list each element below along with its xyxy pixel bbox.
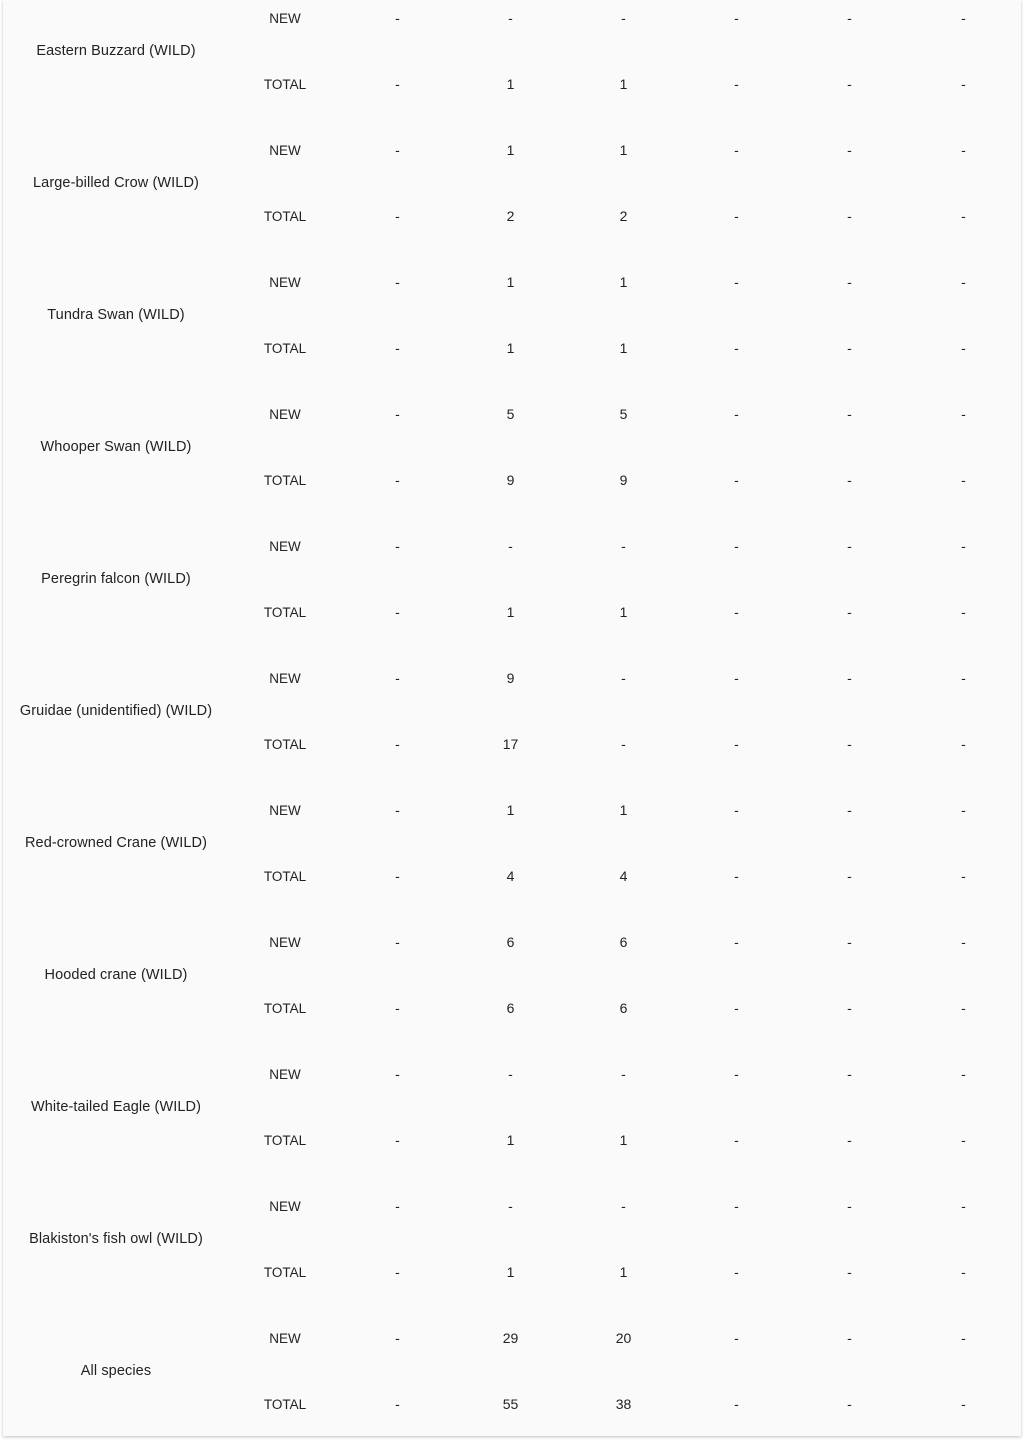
new-count-cell: - [847, 274, 852, 290]
total-label: TOTAL [263, 208, 307, 224]
new-count-cell: - [395, 142, 400, 158]
total-count-cell: - [961, 1000, 966, 1016]
total-count-cell: - [734, 76, 739, 92]
new-count-cell: - [621, 1066, 626, 1082]
total-count-cell: 6 [619, 1000, 628, 1016]
total-count-cell: - [395, 208, 400, 224]
new-count-cell: - [847, 406, 852, 422]
new-count-cell: 1 [619, 142, 628, 158]
total-count-cell: - [621, 736, 626, 752]
species-name: Whooper Swan (WILD) [40, 439, 192, 455]
new-count-cell: - [734, 10, 739, 26]
total-count-cell: 4 [506, 868, 515, 884]
total-count-cell: - [395, 1000, 400, 1016]
total-count-cell: 2 [619, 208, 628, 224]
new-count-cell: - [734, 670, 739, 686]
total-count-cell: - [847, 604, 852, 620]
new-count-cell: - [847, 1330, 852, 1346]
new-count-cell: - [395, 406, 400, 422]
new-label: NEW [269, 10, 301, 26]
total-count-cell: - [847, 736, 852, 752]
new-count-cell: - [395, 934, 400, 950]
total-count-cell: - [961, 472, 966, 488]
total-label: TOTAL [263, 604, 307, 620]
total-count-cell: - [395, 76, 400, 92]
new-count-cell: 1 [619, 802, 628, 818]
total-count-cell: - [961, 76, 966, 92]
total-count-cell: - [961, 340, 966, 356]
new-count-cell: - [734, 406, 739, 422]
new-count-cell: - [734, 1330, 739, 1346]
new-count-cell: - [961, 1198, 966, 1214]
total-label: TOTAL [263, 1264, 307, 1280]
total-count-cell: - [734, 1264, 739, 1280]
total-count-cell: - [847, 1396, 852, 1412]
total-count-cell: - [395, 604, 400, 620]
total-count-cell: 1 [506, 1132, 515, 1148]
new-count-cell: - [621, 1198, 626, 1214]
total-count-cell: - [847, 868, 852, 884]
new-label: NEW [269, 1198, 301, 1214]
table-row-tundra-swan-wild-new [3, 249, 1021, 315]
new-count-cell: - [961, 1066, 966, 1082]
new-label: NEW [269, 406, 301, 422]
total-label: TOTAL [263, 340, 307, 356]
new-count-cell: - [847, 1198, 852, 1214]
new-count-cell: 1 [506, 802, 515, 818]
total-count-cell: 2 [506, 208, 515, 224]
total-count-cell: - [395, 736, 400, 752]
new-count-cell: - [847, 670, 852, 686]
new-count-cell: - [395, 802, 400, 818]
new-count-cell: - [847, 538, 852, 554]
new-label: NEW [269, 274, 301, 290]
new-count-cell: - [847, 142, 852, 158]
new-count-cell: - [734, 1198, 739, 1214]
new-count-cell: - [508, 10, 513, 26]
total-label: TOTAL [263, 472, 307, 488]
table-row-hooded-crane-wild-new [3, 909, 1021, 975]
table-row-gruidae-unidentified-wild-new [3, 645, 1021, 711]
table-row-whooper-swan-wild-new [3, 381, 1021, 447]
total-count-cell: - [961, 868, 966, 884]
table-row-red-crowned-crane-wild-new [3, 777, 1021, 843]
new-label: NEW [269, 934, 301, 950]
table-row-large-billed-crow-wild-new [3, 117, 1021, 183]
species-name: White-tailed Eagle (WILD) [30, 1099, 202, 1115]
new-count-cell: - [508, 1066, 513, 1082]
new-count-cell: - [734, 538, 739, 554]
new-count-cell: - [734, 934, 739, 950]
new-label: NEW [269, 1066, 301, 1082]
new-count-cell: - [961, 670, 966, 686]
new-count-cell: - [961, 538, 966, 554]
new-count-cell: 5 [619, 406, 628, 422]
new-count-cell: - [961, 274, 966, 290]
total-count-cell: - [734, 736, 739, 752]
table-body [3, 0, 1021, 1437]
new-count-cell: - [395, 538, 400, 554]
new-count-cell: - [734, 802, 739, 818]
new-count-cell: 1 [506, 274, 515, 290]
total-count-cell: - [847, 472, 852, 488]
total-count-cell: 38 [615, 1396, 632, 1412]
new-count-cell: 6 [619, 934, 628, 950]
total-count-cell: 17 [502, 736, 519, 752]
species-name: Gruidae (unidentified) (WILD) [19, 703, 213, 719]
new-count-cell: - [961, 142, 966, 158]
total-count-cell: 9 [506, 472, 515, 488]
total-label: TOTAL [263, 1396, 307, 1412]
new-count-cell: - [847, 934, 852, 950]
table-row-eastern-buzzard-wild-new [3, 0, 1021, 51]
species-name: Red-crowned Crane (WILD) [24, 835, 208, 851]
total-count-cell: - [847, 76, 852, 92]
total-count-cell: 55 [502, 1396, 519, 1412]
table-row-all-species-new [3, 1305, 1021, 1371]
total-label: TOTAL [263, 736, 307, 752]
total-count-cell: 9 [619, 472, 628, 488]
new-count-cell: - [734, 274, 739, 290]
table-row-peregrin-falcon-wild-new [3, 513, 1021, 579]
total-count-cell: 1 [619, 76, 628, 92]
new-count-cell: - [395, 10, 400, 26]
new-label: NEW [269, 538, 301, 554]
total-count-cell: 1 [506, 1264, 515, 1280]
total-count-cell: - [847, 340, 852, 356]
total-count-cell: - [395, 340, 400, 356]
new-label: NEW [269, 1330, 301, 1346]
total-count-cell: - [395, 1132, 400, 1148]
total-count-cell: 4 [619, 868, 628, 884]
species-name: Tundra Swan (WILD) [47, 307, 185, 323]
total-count-cell: - [961, 1396, 966, 1412]
total-count-cell: - [847, 1000, 852, 1016]
new-count-cell: - [961, 1330, 966, 1346]
total-count-cell: - [734, 208, 739, 224]
total-count-cell: - [395, 1396, 400, 1412]
total-count-cell: - [734, 1000, 739, 1016]
table-row-blakiston-s-fish-owl-wild-new [3, 1173, 1021, 1239]
new-count-cell: - [508, 538, 513, 554]
total-label: TOTAL [263, 868, 307, 884]
total-count-cell: - [847, 1132, 852, 1148]
new-label: NEW [269, 670, 301, 686]
new-count-cell: - [395, 274, 400, 290]
new-count-cell: 1 [619, 274, 628, 290]
new-count-cell: - [395, 1330, 400, 1346]
new-label: NEW [269, 802, 301, 818]
new-count-cell: - [508, 1198, 513, 1214]
species-outbreak-table [3, 0, 1021, 1437]
total-count-cell: - [847, 1264, 852, 1280]
total-count-cell: 6 [506, 1000, 515, 1016]
total-count-cell: 1 [506, 604, 515, 620]
total-count-cell: - [961, 1264, 966, 1280]
new-count-cell: 1 [506, 142, 515, 158]
new-count-cell: 6 [506, 934, 515, 950]
new-count-cell: - [961, 10, 966, 26]
new-count-cell: - [734, 142, 739, 158]
species-name: All species [80, 1363, 152, 1379]
new-count-cell: 9 [506, 670, 515, 686]
total-count-cell: - [395, 1264, 400, 1280]
table-row-white-tailed-eagle-wild-new [3, 1041, 1021, 1107]
new-count-cell: - [961, 406, 966, 422]
new-count-cell: - [395, 1066, 400, 1082]
new-count-cell: - [847, 802, 852, 818]
total-count-cell: - [395, 472, 400, 488]
new-count-cell: - [621, 670, 626, 686]
species-name: Peregrin falcon (WILD) [41, 571, 191, 587]
total-count-cell: - [734, 1132, 739, 1148]
total-count-cell: - [734, 1396, 739, 1412]
new-count-cell: - [847, 10, 852, 26]
total-count-cell: - [961, 208, 966, 224]
new-count-cell: - [395, 1198, 400, 1214]
new-count-cell: - [621, 10, 626, 26]
total-count-cell: - [961, 604, 966, 620]
total-count-cell: - [847, 208, 852, 224]
new-count-cell: - [395, 670, 400, 686]
total-count-cell: 1 [619, 1264, 628, 1280]
new-count-cell: 5 [506, 406, 515, 422]
species-name: Blakiston's fish owl (WILD) [29, 1231, 203, 1247]
total-count-cell: 1 [619, 1132, 628, 1148]
total-count-cell: - [961, 736, 966, 752]
new-count-cell: 20 [615, 1330, 632, 1346]
species-name: Eastern Buzzard (WILD) [36, 43, 196, 59]
total-count-cell: 1 [506, 340, 515, 356]
species-name: Hooded crane (WILD) [44, 967, 188, 983]
new-count-cell: - [961, 802, 966, 818]
total-count-cell: 1 [619, 604, 628, 620]
new-label: NEW [269, 142, 301, 158]
total-count-cell: - [734, 472, 739, 488]
total-label: TOTAL [263, 76, 307, 92]
new-count-cell: - [847, 1066, 852, 1082]
total-count-cell: - [734, 340, 739, 356]
total-count-cell: 1 [619, 340, 628, 356]
total-count-cell: - [734, 604, 739, 620]
total-count-cell: - [395, 868, 400, 884]
total-count-cell: - [961, 1132, 966, 1148]
new-count-cell: - [734, 1066, 739, 1082]
species-name: Large-billed Crow (WILD) [33, 175, 199, 191]
new-count-cell: - [621, 538, 626, 554]
total-label: TOTAL [263, 1132, 307, 1148]
report-panel [3, 0, 1021, 1436]
total-count-cell: 1 [506, 76, 515, 92]
new-count-cell: - [961, 934, 966, 950]
total-count-cell: - [734, 868, 739, 884]
new-count-cell: 29 [502, 1330, 519, 1346]
total-label: TOTAL [263, 1000, 307, 1016]
